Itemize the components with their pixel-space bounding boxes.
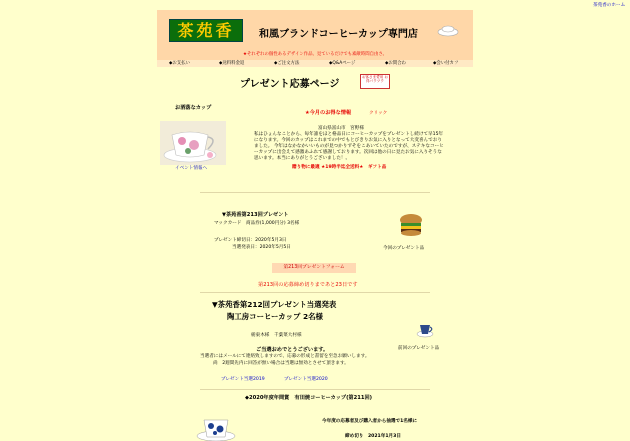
present-212-heading: ▼茶苑香第212回プレゼント当選発表 bbox=[212, 300, 337, 309]
nav-item-cafe[interactable]: ◆会い付カフ bbox=[433, 61, 459, 66]
present-213-announce: 当選発表日：2020年5月5日 bbox=[232, 245, 291, 250]
burger-photo bbox=[398, 211, 424, 237]
home-link[interactable]: 茶苑香のホーム bbox=[593, 3, 626, 8]
site-title: 和風ブランドコーヒーカップ専門店 bbox=[259, 29, 418, 40]
testimonial-shop: 富山県富山市 宮野様 bbox=[318, 126, 364, 131]
tagline: ★それぞれの個性あるデザイン作品、見ているだけでも素敵時間自由さ。 bbox=[243, 52, 387, 57]
cup-saucer-icon bbox=[437, 23, 459, 37]
present-213-deadline: プレゼント締切日：2020年5月3日 bbox=[214, 238, 287, 243]
present-212-note1: 当選者にはメールにて連絡致しますので、応募の形成と書留を至急お願いします。 bbox=[200, 354, 370, 359]
nav-bar bbox=[157, 60, 473, 67]
present-212-note2: 尚 2週間先内に回答が無い場合は当選は無効とさせて頂きます。 bbox=[213, 361, 349, 366]
recommend-label: お洒落なカップ bbox=[175, 105, 212, 111]
present-212-winners: 栃東木様 千葉菜大村様 bbox=[251, 333, 302, 338]
present-213-countdown: 第213回の応募締め切りまであと23日です bbox=[258, 282, 358, 288]
event-info-link[interactable]: イベント情報へ bbox=[175, 166, 208, 171]
divider bbox=[200, 389, 430, 390]
nav-item-order[interactable]: ◆ご注文方法 bbox=[274, 61, 300, 66]
present-213-form-button[interactable]: 第213回プレゼントフォーム bbox=[272, 263, 356, 273]
testimonial-text: 私はひょんなことから、毎年誰をほと格品日にコーヒーカップをプレゼントし続けて早15年になります。今回のカップはこれまでの中でもとびきりお気に入りとなって大変喜んでおりました。 今年はなかなかいいものが見つかりずそをこあいていたのですが、ステキなコーヒーカップに出会えて感激あふれて感謝しております。次回は他の日に見たお気に入りそうな思います。本当にありがとうございました！。 bbox=[254, 132, 444, 161]
archive-2020-link[interactable]: プレゼント当選2020 bbox=[284, 377, 328, 382]
nav-item-contact[interactable]: ◆お問合わ bbox=[385, 61, 406, 66]
header-banner bbox=[157, 10, 473, 60]
present-212-photo-caption: 前回のプレゼント品 bbox=[398, 346, 440, 351]
archive-2019-link[interactable]: プレゼント当選2019 bbox=[221, 377, 265, 382]
gift-links[interactable]: 贈り物に最適 ★19時半迄全送料★ ギフト品 bbox=[292, 165, 387, 170]
divider bbox=[200, 192, 430, 193]
nav-item-qa[interactable]: ◆Q&Aページ bbox=[329, 61, 356, 66]
arita-cup-photo bbox=[196, 412, 236, 441]
site-logo[interactable]: 茶苑香 bbox=[169, 19, 243, 42]
present-213-item: マックカード 商品券(1,000円分) 3名様 bbox=[214, 221, 300, 226]
present-213-heading: ▼茶苑香第213回プレゼント bbox=[222, 212, 289, 218]
divider bbox=[200, 292, 430, 293]
monthly-deal-heading: ★今月のお得な情報 bbox=[305, 110, 352, 116]
present-212-congrats: ご当選おめでとうございます。 bbox=[256, 347, 329, 353]
present-212-item: 陶工房コーヒーカップ 2名様 bbox=[227, 312, 323, 321]
year-end-heading: ◆2020年度年間賞 有田焼コーヒーカップ(第211回) bbox=[245, 395, 373, 401]
shop-badge[interactable]: お客さま愛用 お得パクツク bbox=[360, 74, 390, 89]
year-end-line1: 今年度の応募者及び購入者から抽選で1名様に bbox=[322, 419, 418, 424]
monthly-deal-click[interactable]: クリック bbox=[369, 111, 388, 116]
cup-photo[interactable] bbox=[160, 121, 226, 165]
nav-item-shipping[interactable]: ◆送料料金返 bbox=[219, 61, 245, 66]
present-213-photo-caption: 今回のプレゼント品 bbox=[383, 246, 425, 251]
cup-photo-small bbox=[416, 320, 434, 338]
page-title: プレゼント応募ページ bbox=[240, 79, 340, 90]
nav-item-payment[interactable]: ◆お支払い bbox=[169, 61, 190, 66]
year-end-deadline: 締め切り 2021年1月3日 bbox=[345, 434, 401, 439]
